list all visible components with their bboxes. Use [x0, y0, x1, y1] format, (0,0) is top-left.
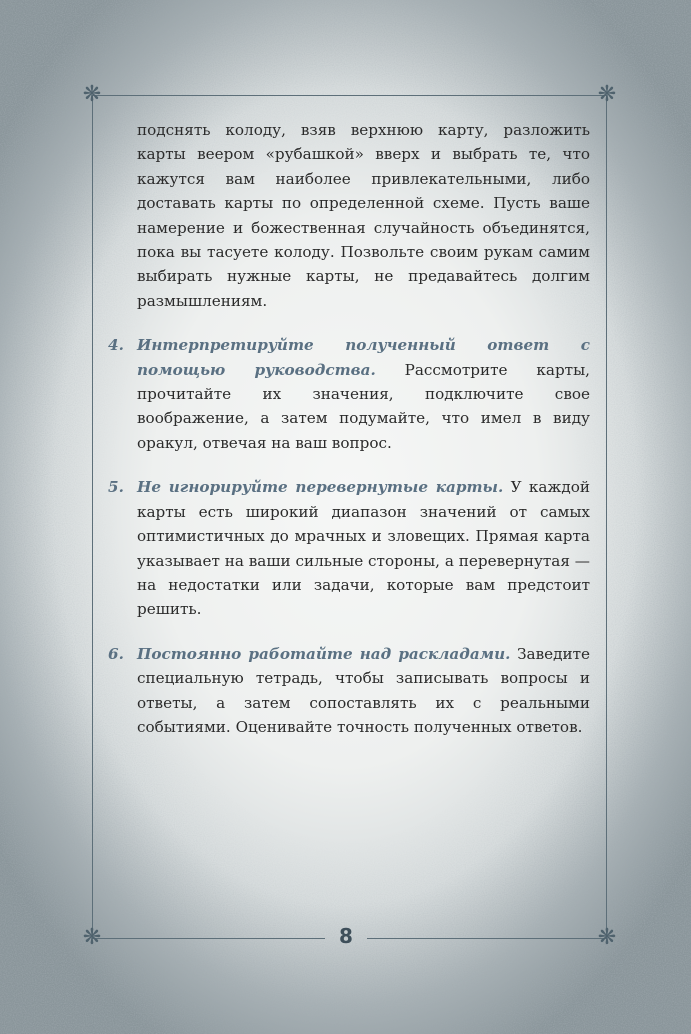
- intro-paragraph: подснять колоду, взяв верхнюю карту, разложить карты веером «рубашкой» вверх и выбрать те, что кажутся вам наиболее привлекательными, либо доставать карты по определенной схеме. Пусть ваше намерение и божественная случайность объединятся, пока вы тасуете колоду. Позвольте своим рукам самим выбирать нужные карты, не предавайтесь долгим размышлениям.: [137, 121, 590, 310]
- item-number: 5.: [108, 478, 124, 497]
- item-body: Рассмотрите карты, прочитайте их значения, подключите свое воображение, а затем подумайте, что имел в виду оракул, отвечая на ваш вопрос.: [137, 360, 590, 452]
- list-item: [108, 642, 590, 740]
- body-text: [108, 118, 590, 739]
- item-number: 6.: [108, 644, 124, 663]
- frame-bottom-right: [367, 938, 607, 939]
- list-item: [108, 333, 590, 455]
- snowflake-icon: ❋: [597, 925, 617, 950]
- snowflake-icon: ❋: [82, 82, 102, 107]
- item-lead: Интерпретируйте полученный ответ с помощью руководства.: [137, 336, 590, 379]
- item-body: Заведите специальную тетрадь, чтобы записывать вопросы и ответы, а затем сопоставлять их с реальными событиями. Оценивайте точность полученных ответов.: [137, 644, 591, 736]
- frame-bottom-left: [92, 938, 325, 939]
- item-lead: Постоянно работайте над раскладами.: [137, 644, 511, 663]
- page-number: 8: [339, 924, 353, 948]
- snowflake-icon: ❋: [82, 925, 102, 950]
- snowflake-icon: ❋: [597, 82, 617, 107]
- item-number: 4.: [108, 336, 124, 355]
- list-item: [108, 475, 590, 621]
- item-body: У каждой карты есть широкий диапазон значений от самых оптимистичных до мрачных и зловещих. Прямая карта указывает на ваши сильные стороны, а перевернутая — на недостатки или задачи, которые вам предстоит решить.: [137, 478, 590, 619]
- item-lead: Не игнорируйте перевернутые карты.: [137, 478, 504, 497]
